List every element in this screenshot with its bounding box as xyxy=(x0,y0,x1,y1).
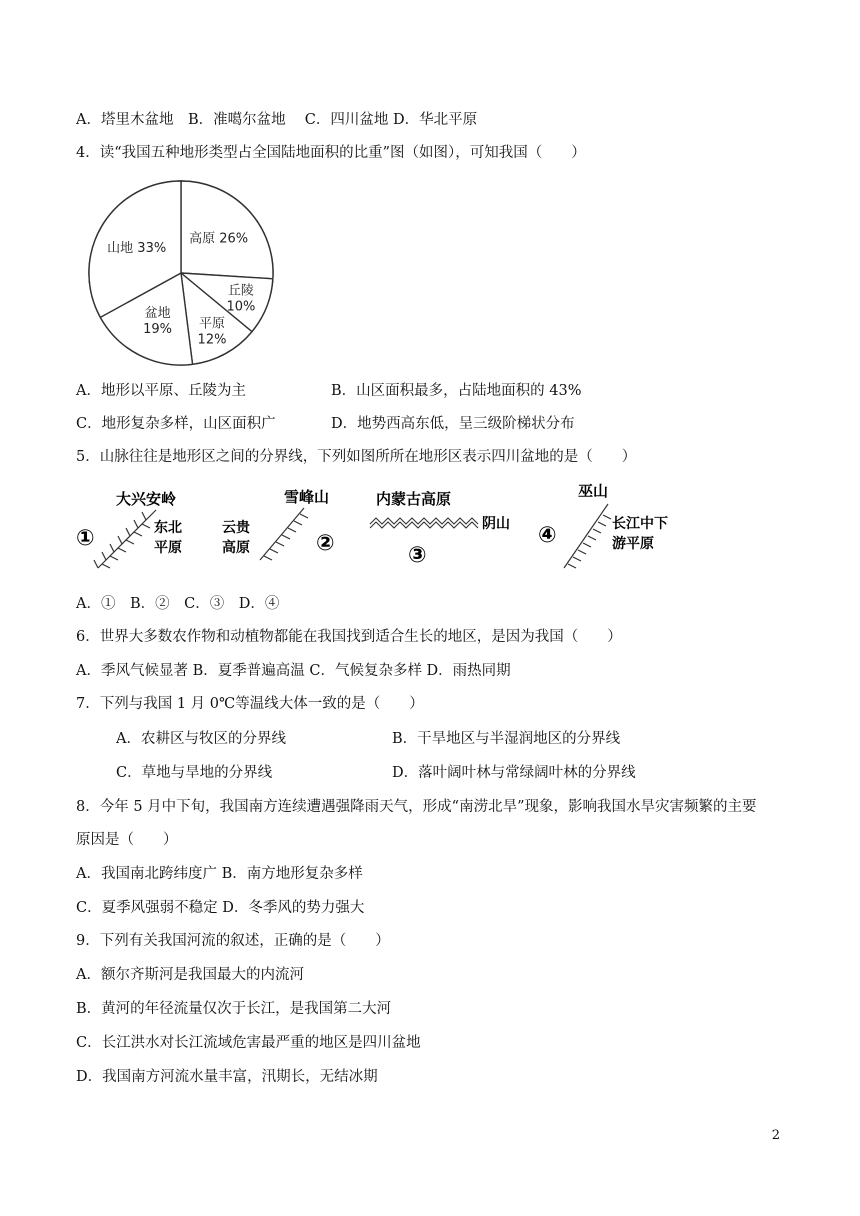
figure-1-mountain: 大兴安岭 xyxy=(116,490,177,508)
q7-stem: 7．下列与我国 1 月 0℃等温线大体一致的是（ ） xyxy=(76,696,424,712)
figure-3-region: 内蒙古高原 xyxy=(376,490,452,508)
q7-option-c: C．草地与旱地的分界线 xyxy=(116,765,273,781)
q8-stem-line2: 原因是（ ） xyxy=(76,832,178,848)
q7-option-d: D．落叶阔叶林与常绿阔叶林的分界线 xyxy=(392,765,636,781)
figure-3-mountain: 阴山 xyxy=(482,516,510,532)
q4-option-a: A．地形以平原、丘陵为主 xyxy=(76,383,246,399)
pie-label-丘陵: 丘陵 10% xyxy=(226,283,256,315)
pie-slice-高原 xyxy=(181,181,273,279)
q9-option-c: C．长江洪水对长江流域危害最严重的地区是四川盆地 xyxy=(76,1035,421,1051)
figure-2 xyxy=(222,488,335,560)
figure-1-region-line1: 东北 xyxy=(154,520,182,536)
figure-3-number: ③ xyxy=(408,543,427,568)
figure-3 xyxy=(370,490,510,568)
figure-4-region-line1: 长江中下 xyxy=(612,516,668,532)
q3-options: A．塔里木盆地 B．准噶尔盆地 C．四川盆地 D．华北平原 xyxy=(76,112,478,128)
page-number: 2 xyxy=(771,1128,780,1143)
q4-option-c: C．地形复杂多样，山区面积广 xyxy=(76,416,276,432)
figure-1 xyxy=(76,490,182,568)
q7-option-a: A．农耕区与牧区的分界线 xyxy=(116,731,286,747)
mountain-figures xyxy=(76,480,686,580)
figure-2-region-line2: 高原 xyxy=(222,540,250,556)
figure-1-number: ① xyxy=(76,526,95,551)
q9-option-a: A．额尔齐斯河是我国最大的内流河 xyxy=(76,967,304,983)
pie-label-平原: 平原 12% xyxy=(197,316,227,348)
figure-1-region-line2: 平原 xyxy=(154,540,182,556)
q6-options: A．季风气候显著 B．夏季普遍高温 C．气候复杂多样 D．雨热同期 xyxy=(76,663,511,679)
pie-label-盆地: 盆地 19% xyxy=(143,305,173,337)
q9-stem: 9．下列有关我国河流的叙述，正确的是（ ） xyxy=(76,933,390,949)
q8-options-cd: C．夏季风强弱不稳定 D．冬季风的势力强大 xyxy=(76,900,365,916)
q9-option-d: D．我国南方河流水量丰富，汛期长，无结冰期 xyxy=(76,1069,378,1085)
figure-2-mountain: 雪峰山 xyxy=(284,488,330,506)
figure-2-ridge xyxy=(260,508,308,560)
q4-stem: 4．读“我国五种地形类型占全国陆地面积的比重”图（如图），可知我国（ ） xyxy=(76,145,586,161)
figure-4-number: ④ xyxy=(538,523,557,548)
q7-option-b: B．干旱地区与半湿润地区的分界线 xyxy=(392,731,621,747)
q6-stem: 6．世界大多数农作物和动植物都能在我国找到适合生长的地区，是因为我国（ ） xyxy=(76,629,622,645)
q4-option-b: B．山区面积最多，占陆地面积的 43% xyxy=(331,383,582,399)
figure-3-ridge xyxy=(370,518,478,528)
figure-4-region-line2: 游平原 xyxy=(612,536,654,552)
figure-2-region-line1: 云贵 xyxy=(222,520,250,536)
q8-options-ab: A．我国南北跨纬度广 B．南方地形复杂多样 xyxy=(76,866,363,882)
figure-2-number: ② xyxy=(316,531,335,556)
q5-options: A．① B．② C．③ D．④ xyxy=(76,596,280,612)
q8-stem-line1: 8．今年 5 月中下旬，我国南方连续遭遇强降雨天气，形成“南涝北旱”现象，影响我国水旱灾害频繁的主要 xyxy=(76,799,757,815)
q5-stem: 5．山脉往往是地形区之间的分界线，下列如图所所在地形区表示四川盆地的是（ ） xyxy=(76,449,637,465)
q4-option-d: D．地势西高东低，呈三级阶梯状分布 xyxy=(331,416,575,432)
figure-4-mountain: 巫山 xyxy=(578,482,609,500)
pie-label-高原: 高原 26% xyxy=(189,231,249,247)
figure-1-ridge xyxy=(94,510,156,568)
terrain-pie-chart xyxy=(76,178,286,368)
pie-label-山地: 山地 33% xyxy=(107,240,167,256)
q9-option-b: B．黄河的年径流量仅次于长江，是我国第二大河 xyxy=(76,1001,392,1017)
figure-4 xyxy=(538,482,668,568)
figure-4-ridge xyxy=(564,504,611,568)
